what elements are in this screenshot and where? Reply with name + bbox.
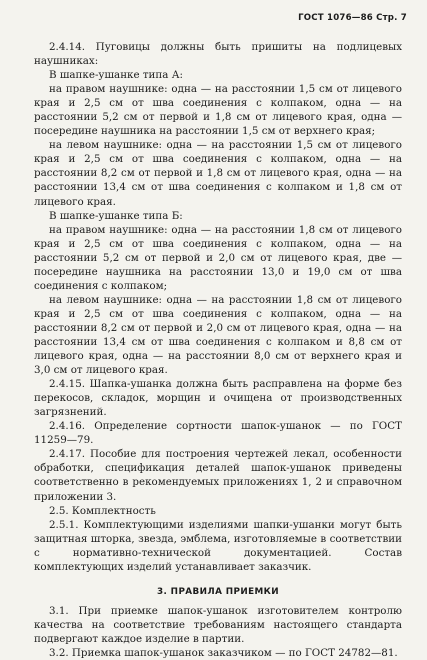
document-body [34,40,402,660]
section-3-title: 3. ПРАВИЛА ПРИЕМКИ [156,586,280,597]
paragraph-2-4-15: 2.4.15. Шапка-ушанка должна быть расправлена на форме без перекосов, складок, морщин и очищена от производственных загрязнений. [34,378,402,419]
paragraph-type-b-left: на левом наушнике: одна — на расстоянии 1,8 см от лицевого края и 2,5 см от шва соединения с колпаком, одна — на расстоянии 8,2 см от первой и 2,0 см от лицевого края, одна — на расстоянии 13,4 см от шва соединения с колпаком и 8,8 см от лицевого края, одна — на расстоянии 8,0 см от верхнего края и 3,0 см от лицевого края. [34,293,402,377]
paragraph-type-b: В шапке-ушанке типа Б: [49,209,183,222]
paragraph-2-5: 2.5. Комплектность [49,504,156,517]
paragraph-type-a: В шапке-ушанке типа А: [49,69,183,82]
paragraph-3-2: 3.2. Приемка шапок-ушанок заказчиком — по ГОСТ 24782—81. [49,646,398,659]
paragraph-2-4-17: 2.4.17. Пособие для построения чертежей лекал, особенности обработки, спецификация деталей шапок-ушанок приведены соответственно в рекомендуемых приложениях 1, 2 и справочном приложении 3. [34,448,402,503]
paragraph-type-a-left: на левом наушнике: одна — на расстоянии 1,5 см от лицевого края и 2,5 см от шва соединения с колпаком, одна — на расстоянии 8,2 см от первой и 1,8 см от лицевого края, одна — на расстоянии 13,4 см от шва соединения с колпаком и 1,8 см от лицевого края. [34,139,402,208]
page-header: ГОСТ 1076—86 Стр. 7 [298,13,407,23]
paragraph-3-1: 3.1. При приемке шапок-ушанок изготовителем контролю качества на соответствие требованиям настоящего стандарта подвергают каждое изделие в партии. [34,604,402,645]
paragraph-2-4-16: 2.4.16. Определение сортности шапок-ушанок — по ГОСТ 11259—79. [34,420,402,447]
paragraph-type-b-right: на правом наушнике: одна — на расстоянии 1,8 см от лицевого края и 2,5 см от шва соединения с колпаком, одна — на расстоянии 5,2 см от первой и 2,0 см от лицевого края, две — посередине наушника на расстоянии 13,0 и 19,0 см от шва соединения с колпаком; [34,223,402,292]
paragraph-type-a-right: на правом наушнике: одна — на расстоянии 1,5 см от лицевого края и 2,5 см от шва соединения с колпаком, одна — на расстоянии 5,2 см от первой и 1,8 см от лицевого края, одна — посередине наушника на расстоянии 1,5 см от верхнего края; [34,83,402,138]
paragraph-2-4-14: 2.4.14. Пуговицы должны быть пришиты на подлицевых наушниках: [34,41,402,68]
paragraph-2-5-1: 2.5.1. Комплектующими изделиями шапки-ушанки могут быть защитная шторка, звезда, эмблема, изготовляемые в соответствии с нормативно-технической документацией. Состав комплектующих изделий устанавливает заказчик. [34,518,402,573]
